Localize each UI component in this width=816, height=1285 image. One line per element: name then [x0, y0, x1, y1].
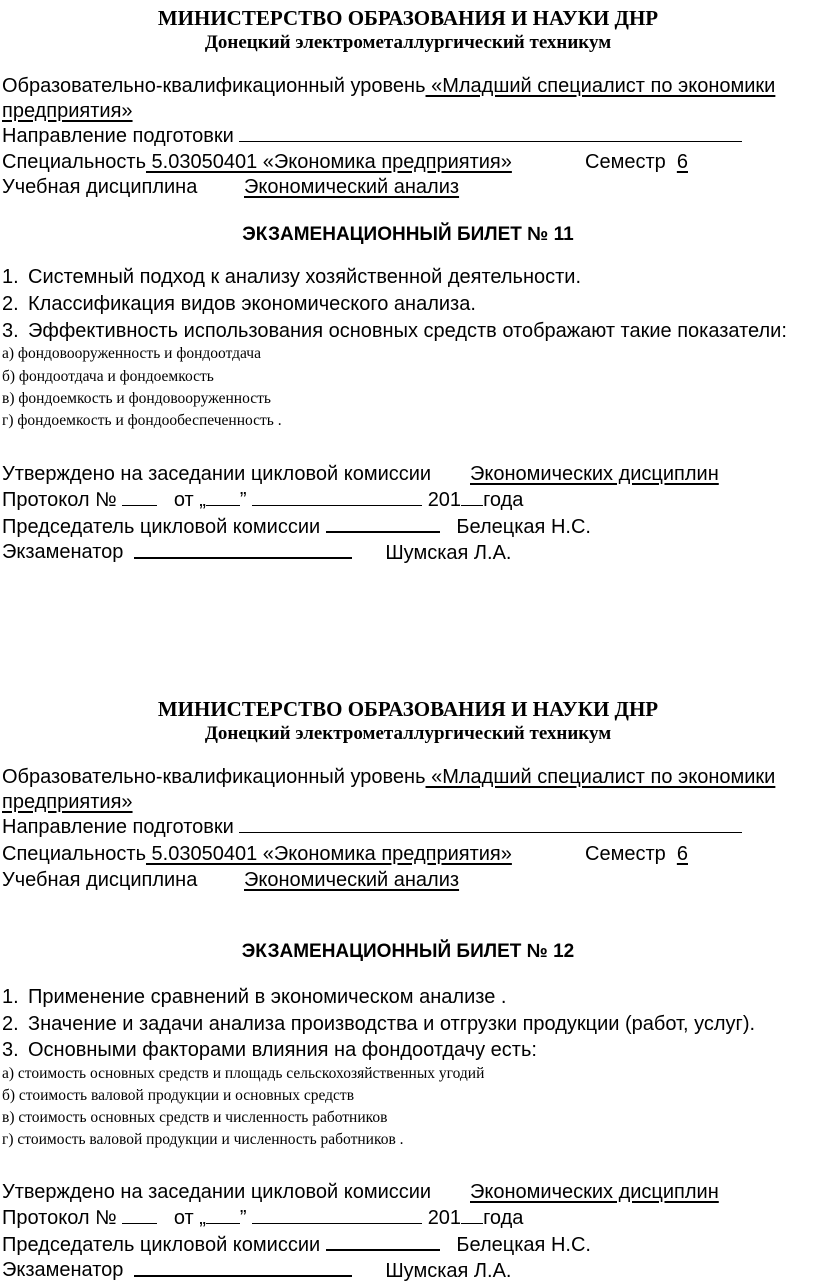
protocol-from: от „ — [173, 489, 206, 511]
question-2 — [2, 293, 476, 316]
approved-line — [2, 463, 431, 486]
examiner-signature-blank — [134, 541, 352, 559]
approved-value-line — [470, 1181, 719, 1204]
chair-signature-blank — [326, 1233, 440, 1251]
semester-label: Семестр — [585, 843, 666, 865]
question-number: 1. — [2, 986, 19, 1008]
protocol-number-blank — [122, 489, 157, 506]
protocol-year-blank — [461, 1207, 483, 1224]
ticket-title: ЭКЗАМЕНАЦИОННЫЙ БИЛЕТ № 11 — [242, 224, 574, 245]
college-heading: Донецкий электрометаллургический техникум — [204, 32, 612, 53]
protocol-from: от „ — [173, 1207, 206, 1229]
level-line-2 — [2, 791, 133, 814]
semester-line — [585, 151, 688, 174]
answer-option-d: г) стоимость валовой продукции и численность работников . — [2, 1131, 404, 1148]
protocol-day-blank — [206, 489, 240, 506]
question-3 — [2, 320, 787, 343]
approved-label: Утверждено на заседании цикловой комиссии — [2, 1181, 432, 1203]
specialty-label: Специальность — [2, 151, 146, 173]
protocol-line — [2, 489, 523, 512]
answer-option-a: а) стоимость основных средств и площадь сельскохозяйственных угодий — [2, 1065, 485, 1082]
direction-label: Направление подготовки — [2, 125, 234, 147]
discipline-value: Экономический анализ — [244, 869, 460, 891]
chair-label: Председатель цикловой комиссии — [2, 516, 321, 538]
examiner-sign-line — [134, 1259, 511, 1283]
level-value-cont: предприятия» — [2, 100, 133, 122]
ministry-heading: МИНИСТЕРСТВО ОБРАЗОВАНИЯ И НАУКИ ДНР — [157, 697, 659, 721]
question-3 — [2, 1039, 537, 1062]
question-number: 2. — [2, 293, 19, 315]
question-1 — [2, 986, 506, 1009]
question-text: Применение сравнений в экономическом анализе . — [28, 986, 507, 1008]
specialty-line — [2, 843, 512, 866]
college-heading: Донецкий электрометаллургический техникум — [204, 723, 612, 744]
specialty-label: Специальность — [2, 843, 146, 865]
direction-blank — [239, 816, 742, 833]
approved-value-line — [470, 463, 719, 486]
ministry-heading: МИНИСТЕРСТВО ОБРАЗОВАНИЯ И НАУКИ ДНР — [157, 6, 659, 30]
level-label: Образовательно-квалификационный уровень — [2, 766, 426, 788]
protocol-year-suffix: года — [483, 489, 524, 511]
answer-option-d: г) фондоемкость и фондообеспеченность . — [2, 412, 282, 429]
examiner-name: Шумская Л.А. — [385, 542, 512, 564]
direction-blank — [239, 125, 742, 142]
ticket-title: ЭКЗАМЕНАЦИОННЫЙ БИЛЕТ № 12 — [241, 941, 575, 962]
direction-line — [2, 816, 742, 839]
chair-line — [2, 1233, 591, 1257]
protocol-quote: ” — [239, 1207, 247, 1229]
discipline-label: Учебная дисциплина — [2, 176, 198, 198]
chair-name: Белецкая Н.С. — [456, 1234, 591, 1256]
level-line-2 — [2, 100, 133, 123]
question-number: 3. — [2, 1039, 19, 1061]
level-value-cont: предприятия» — [2, 791, 133, 813]
protocol-month-blank — [252, 489, 422, 506]
answer-option-c: в) стоимость основных средств и численность работников — [2, 1109, 388, 1126]
discipline-label: Учебная дисциплина — [2, 869, 198, 891]
approved-value: Экономических дисциплин — [470, 1181, 719, 1203]
examiner-name: Шумская Л.А. — [385, 1260, 512, 1282]
question-2 — [2, 1013, 755, 1036]
protocol-year-blank — [461, 489, 483, 506]
level-label: Образовательно-квалификационный уровень — [2, 75, 426, 97]
answer-option-b: б) стоимость валовой продукции и основных средств — [2, 1087, 355, 1104]
level-value: «Младший специалист по экономики — [425, 75, 776, 97]
chair-label: Председатель цикловой комиссии — [2, 1234, 321, 1256]
question-text: Значение и задачи анализа производства и отгрузки продукции (работ, услуг). — [28, 1013, 756, 1035]
protocol-number-blank — [122, 1207, 157, 1224]
question-number: 3. — [2, 320, 19, 342]
discipline-line — [2, 869, 197, 892]
discipline-value-line — [244, 869, 459, 892]
examiner-line — [2, 541, 123, 564]
semester-value: 6 — [676, 151, 688, 173]
protocol-line — [2, 1207, 523, 1230]
chair-name: Белецкая Н.С. — [456, 516, 591, 538]
protocol-year-suffix: года — [483, 1207, 524, 1229]
protocol-quote: ” — [239, 489, 247, 511]
level-line — [2, 75, 775, 98]
answer-option-b: б) фондоотдача и фондоемкость — [2, 368, 214, 385]
semester-value: 6 — [676, 843, 688, 865]
approved-value: Экономических дисциплин — [470, 463, 719, 485]
examiner-signature-blank — [134, 1259, 352, 1277]
question-text: Основными факторами влияния на фондоотдачу есть: — [28, 1039, 537, 1061]
examiner-line — [2, 1259, 123, 1282]
specialty-line — [2, 151, 512, 174]
question-number: 1. — [2, 266, 19, 288]
semester-line — [585, 843, 688, 866]
direction-label: Направление подготовки — [2, 816, 234, 838]
protocol-day-blank — [206, 1207, 240, 1224]
answer-option-a: а) фондовооруженность и фондоотдача — [2, 345, 261, 362]
question-text: Эффективность использования основных средств отображают такие показатели: — [28, 320, 787, 342]
protocol-month-blank — [252, 1207, 422, 1224]
answer-option-c: в) фондоемкость и фондовооруженность — [2, 390, 271, 407]
level-line — [2, 766, 775, 789]
direction-line — [2, 125, 742, 148]
protocol-year: 201 — [427, 1207, 462, 1229]
level-value: «Младший специалист по экономики — [425, 766, 776, 788]
examiner-sign-line — [134, 541, 511, 565]
question-text: Классификация видов экономического анализа. — [28, 293, 476, 315]
protocol-label: Протокол № — [2, 1207, 117, 1229]
discipline-value: Экономический анализ — [244, 176, 460, 198]
examiner-label: Экзаменатор — [2, 1259, 124, 1281]
approved-line — [2, 1181, 431, 1204]
question-text: Системный подход к анализу хозяйственной деятельности. — [28, 266, 582, 288]
discipline-line — [2, 176, 197, 199]
protocol-year: 201 — [427, 489, 462, 511]
discipline-value-line — [244, 176, 459, 199]
specialty-value: 5.03050401 «Экономика предприятия» — [145, 151, 512, 173]
chair-signature-blank — [326, 515, 440, 533]
question-number: 2. — [2, 1013, 19, 1035]
approved-label: Утверждено на заседании цикловой комиссии — [2, 463, 432, 485]
specialty-value: 5.03050401 «Экономика предприятия» — [145, 843, 512, 865]
question-1 — [2, 266, 581, 289]
chair-line — [2, 515, 591, 539]
examiner-label: Экзаменатор — [2, 541, 124, 563]
semester-label: Семестр — [585, 151, 666, 173]
protocol-label: Протокол № — [2, 489, 117, 511]
